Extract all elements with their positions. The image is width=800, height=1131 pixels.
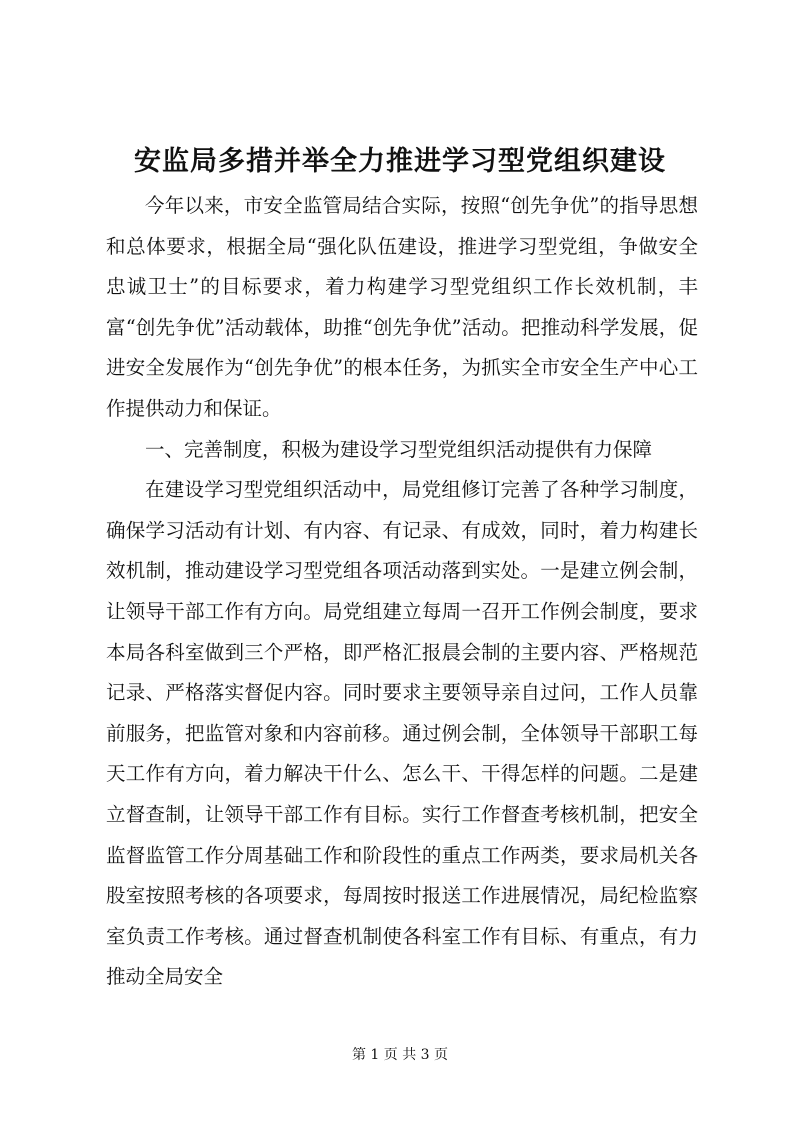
body-paragraph: 在建设学习型党组织活动中，局党组修订完善了各种学习制度，确保学习活动有计划、有内容、有记录、有成效，同时，着力构建长效机制，推动建设学习型党组各项活动落到实处。一是建立例会制，让领导干部工作有方向。局党组建立每周一召开工作例会制度，要求本局各科室做到三个严格，即严格汇报晨会制的主要内容、严格规范记录、严格落实督促内容。同时要求主要领导亲自过问，工作人员靠前服务，把监管对象和内容前移。通过例会制，全体领导干部职工每天工作有方向，着力解决干什么、怎么干、干得怎样的问题。二是建立督查制，让领导干部工作有目标。实行工作督查考核机制，把安全监督监管工作分周基础工作和阶段性的重点工作两类，要求局机关各股室按照考核的各项要求，每周按时报送工作进展情况，局纪检监察室负责工作考核。通过督查机制使各科室工作有目标、有重点，有力推动全局安全: [106, 478, 698, 989]
intro-paragraph: 今年以来，市安全监管局结合实际，按照“创先争优”的指导思想和总体要求，根据全局“强化队伍建设，推进学习型党组，争做安全忠诚卫士”的目标要求，着力构建学习型党组织工作长效机制，丰富“创先争优”活动载体，助推“创先争优”活动。把推动科学发展，促进安全发展作为“创先争优”的根本任务，为抓实全市安全生产中心工作提供动力和保证。: [106, 194, 698, 420]
document-title: 安监局多措并举全力推进学习型党组织建设: [134, 146, 666, 177]
section-heading: 一、完善制度，积极为建设学习型党组织活动提供有力保障: [145, 437, 653, 461]
page-footer: 第 1 页 共 3 页: [351, 1047, 449, 1063]
document-body: [106, 186, 698, 998]
